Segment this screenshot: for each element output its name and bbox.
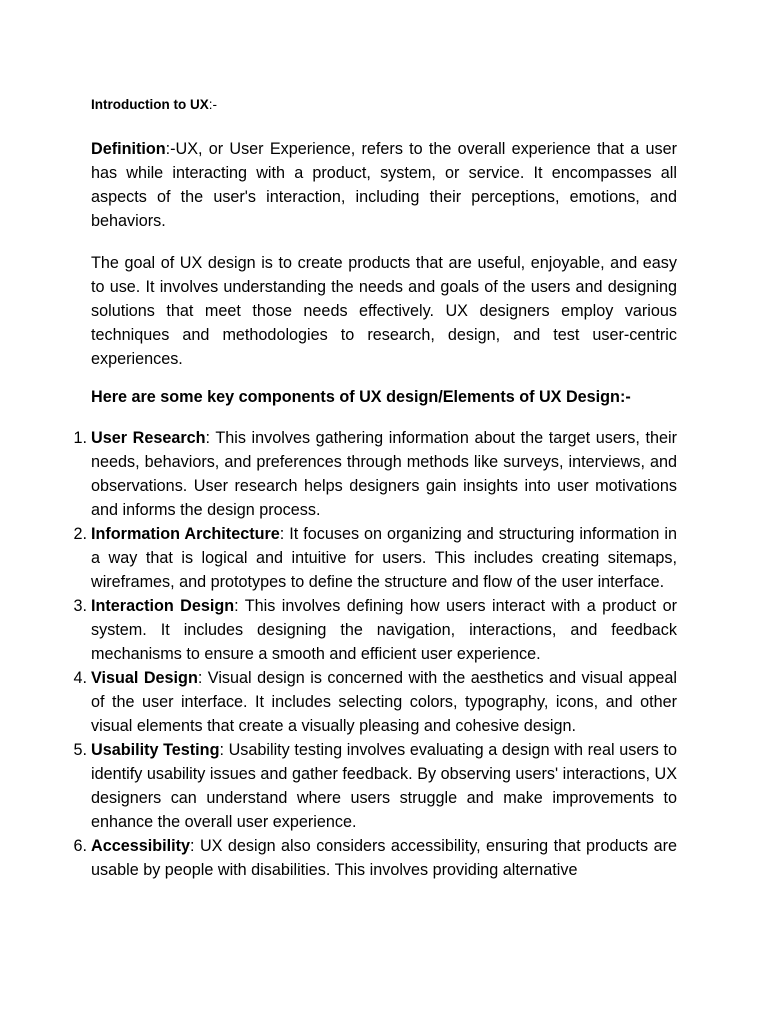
list-item <box>73 738 678 834</box>
list-item-title: Usability Testing <box>91 741 220 759</box>
list-item-number: 6. <box>73 837 87 855</box>
intro-heading-suffix: :- <box>208 97 217 112</box>
list-item-text: : This involves defining how users interact with a product or system. It includes designing the navigation, interactions, and feedback mechanisms to ensure a smooth and efficient user experience. <box>91 597 678 663</box>
list-item-number: 4. <box>73 669 87 687</box>
list-item-number: 3. <box>73 597 87 615</box>
list-item-title: Information Architecture <box>91 525 280 543</box>
list-item-text: : UX design also considers accessibility, ensuring that products are usable by people with disabilities. This involves providing alternative <box>91 837 677 879</box>
list-item-title: Accessibility <box>91 837 190 855</box>
intro-heading-text: Introduction to UX <box>91 97 209 112</box>
list-item <box>73 666 678 738</box>
definition-paragraph <box>91 137 677 233</box>
list-item-number: 2. <box>73 525 87 543</box>
goal-paragraph: The goal of UX design is to create products that are useful, enjoyable, and easy to use. It involves understanding the needs and goals of the users and designing solutions that meet those needs effectively. UX designers employ various techniques and methodologies to research, design, and test user-centric experiences. <box>91 254 677 368</box>
list-item <box>73 834 677 882</box>
list-item <box>73 522 677 594</box>
list-item <box>73 426 677 522</box>
definition-term: Definition <box>91 140 166 158</box>
list-item-title: Interaction Design <box>91 597 235 615</box>
list-item <box>73 594 678 666</box>
list-item-text: : This involves gathering information about the target users, their needs, behaviors, and preferences through methods like surveys, interviews, and observations. User research helps designers gain insights into user motivations and informs the design process. <box>91 429 677 519</box>
list-item-title: Visual Design <box>91 669 198 687</box>
list-item-title: User Research <box>91 429 206 447</box>
list-item-number: 5. <box>73 741 87 759</box>
list-item-text: : It focuses on organizing and structuring information in a way that is logical and intuitive for users. This includes creating sitemaps, wireframes, and prototypes to define the structure and flow of the user interface. <box>91 525 677 591</box>
list-item-text: : Visual design is concerned with the aesthetics and visual appeal of the user interface. It includes selecting colors, typography, icons, and other visual elements that create a visually pleasing and cohesive design. <box>91 669 678 735</box>
components-list <box>73 426 678 882</box>
definition-text: :-UX, or User Experience, refers to the overall experience that a user has while interacting with a product, system, or service. It encompasses all aspects of the user's interaction, including their perceptions, emotions, and behaviors. <box>91 140 677 230</box>
intro-heading <box>91 96 217 114</box>
list-item-text: : Usability testing involves evaluating a design with real users to identify usability issues and gather feedback. By observing users' interactions, UX designers can understand where users struggle and make improvements to enhance the overall user experience. <box>91 741 678 831</box>
list-item-number: 1. <box>73 429 87 447</box>
key-components-heading: Here are some key components of UX design/Elements of UX Design:- <box>91 388 631 406</box>
